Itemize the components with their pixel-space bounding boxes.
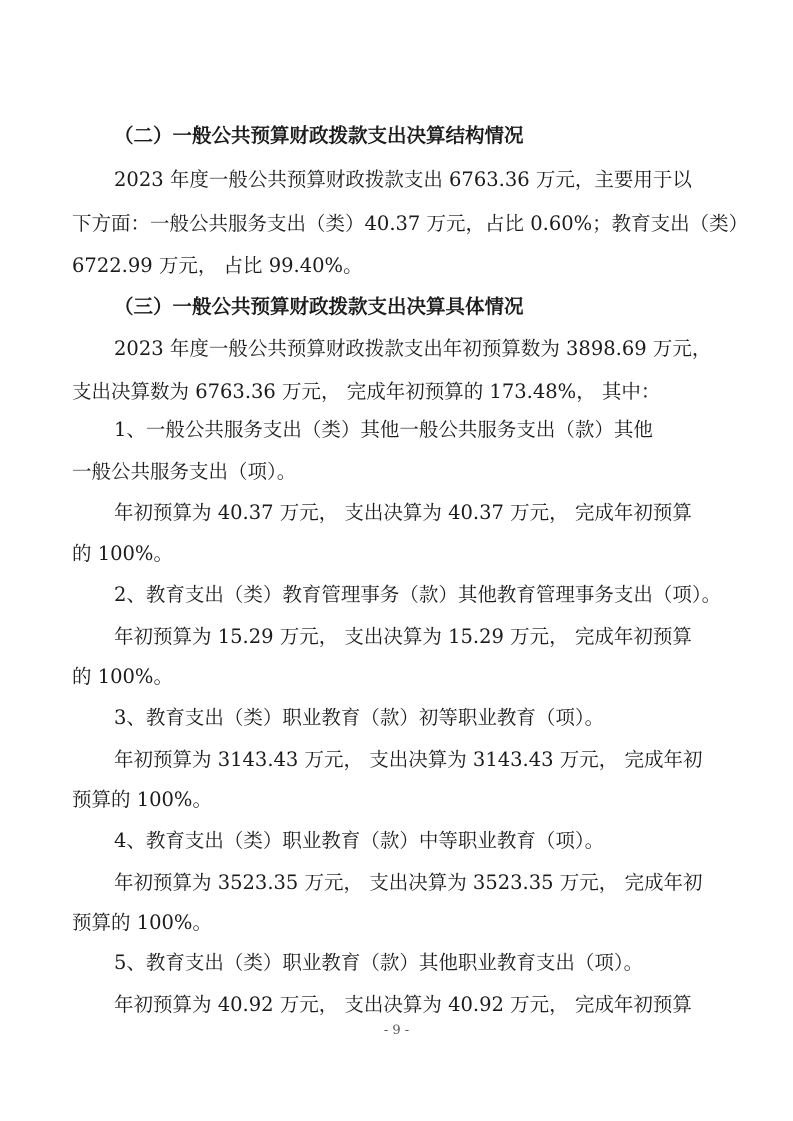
paragraph-line: 2023 年度一般公共预算财政拨款支出年初预算数为 3898.69 万元， xyxy=(114,337,712,360)
item-detail: 预算的 100%。 xyxy=(72,788,212,811)
item-detail: 年初预算为 15.29 万元， 支出决算为 15.29 万元， 完成年初预算 xyxy=(114,625,692,648)
page-number: - 9 - xyxy=(383,1023,410,1038)
section-heading-structure: （二）一般公共预算财政拨款支出决算结构情况 xyxy=(114,124,524,147)
item-detail: 年初预算为 40.37 万元， 支出决算为 40.37 万元， 完成年初预算 xyxy=(114,501,692,524)
section-heading-details: （三）一般公共预算财政拨款支出决算具体情况 xyxy=(114,295,524,318)
item-title: 4、教育支出（类）职业教育（款）中等职业教育（项）。 xyxy=(114,829,605,852)
paragraph-line: 下方面：一般公共服务支出（类）40.37 万元，占比 0.60%；教育支出（类） xyxy=(72,212,749,235)
paragraph-line: 6722.99 万元， 占比 99.40%。 xyxy=(72,254,363,277)
item-title: 5、教育支出（类）职业教育（款）其他职业教育支出（项）。 xyxy=(114,951,644,974)
item-title: 2、教育支出（类）教育管理事务（款）其他教育管理事务支出（项）。 xyxy=(114,583,722,606)
item-detail: 预算的 100%。 xyxy=(72,911,212,934)
item-detail: 年初预算为 3143.43 万元， 支出决算为 3143.43 万元， 完成年初 xyxy=(114,748,703,771)
item-detail: 年初预算为 40.92 万元， 支出决算为 40.92 万元， 完成年初预算 xyxy=(114,993,692,1016)
paragraph-line: 支出决算数为 6763.36 万元， 完成年初预算的 173.48%， 其中： xyxy=(72,380,661,403)
item-detail: 的 100%。 xyxy=(72,542,173,565)
item-title: 一般公共服务支出（项）。 xyxy=(72,460,297,483)
item-title: 3、教育支出（类）职业教育（款）初等职业教育（项）。 xyxy=(114,706,605,729)
item-detail: 年初预算为 3523.35 万元， 支出决算为 3523.35 万元， 完成年初 xyxy=(114,871,703,894)
paragraph-line: 2023 年度一般公共预算财政拨款支出 6763.36 万元，主要用于以 xyxy=(114,168,692,191)
item-title: 1、一般公共服务支出（类）其他一般公共服务支出（款）其他 xyxy=(114,418,653,441)
item-detail: 的 100%。 xyxy=(72,665,173,688)
